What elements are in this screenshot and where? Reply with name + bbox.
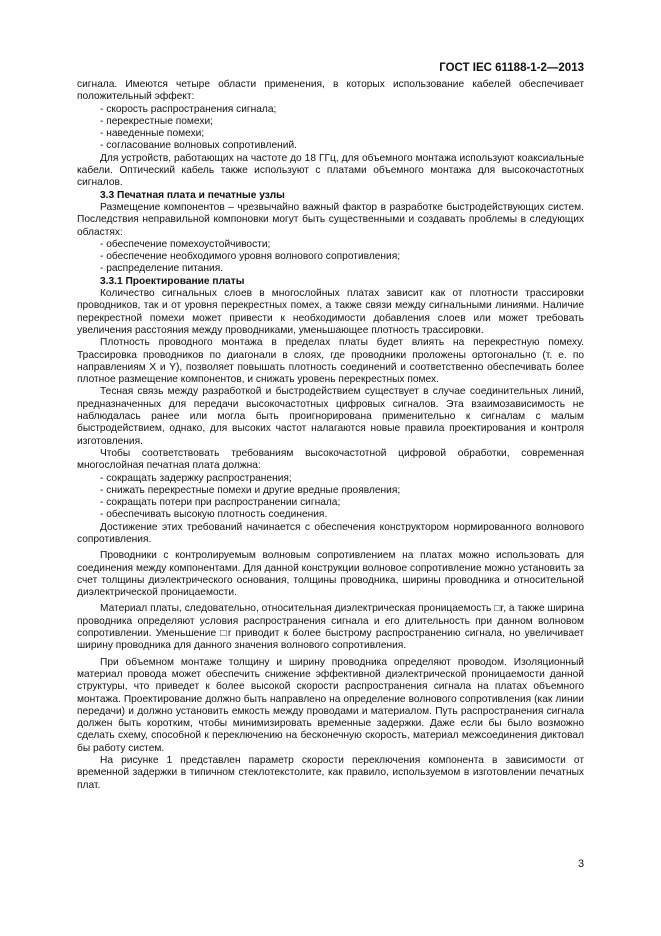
list-item: - снижать перекрестные помехи и другие вредные проявления; (100, 484, 401, 496)
paragraph: Проводники с контролируемым волновым сопротивлением на платах можно использовать для соединения между компонентами. Для данной конструкции волновое сопротивление можно установить за счет толщины диэлектрического основания, толщины проводника, ширины проводника и относительной диэлектрической проницаемости. (77, 550, 584, 599)
section-heading: 3.3.1 Проектирование платы (100, 275, 245, 287)
paragraph: При объемном монтаже толщину и ширину проводника определяют проводом. Изоляционный материал провода может обеспечить снижение эффективной диэлектрической проницаемости данной структуры, что приведет к более высокой скорости распространения сигнала на платах объемного монтажа. Проектирование должно быть направлено на определение волнового сопротивления (как линии передачи) и должно установить емкость между проводами и материалом. Путь распространения сигнала должен быть коротким, чтобы минимизировать временные задержки. Даже если бы было возможно сделать схему, способной к переключению на бесконечную скорость, материал межсоединения диктовал бы работу систем. (77, 656, 584, 754)
paragraph: Чтобы соответствовать требованиям высокочастотной цифровой обработки, современная многослойная печатная плата должна: (77, 447, 584, 472)
document-body (77, 79, 584, 792)
page-number: 3 (578, 858, 585, 870)
standard-header: ГОСТ IEC 61188-1-2—2013 (439, 62, 584, 74)
paragraph: Достижение этих требований начинается с обеспечения конструктором нормированного волнового сопротивления. (77, 521, 584, 545)
list-item: - сокращать задержку распространения; (100, 472, 292, 484)
paragraph: Размещение компонентов – чрезвычайно важный фактор в разработке быстродействующих систем. Последствия неправильной компоновки могут быть существенными и создавать проблемы в следующих областях: (77, 201, 584, 238)
list-item: - перекрестные помехи; (100, 115, 213, 127)
list-item: - согласование волновых сопротивлений. (100, 140, 297, 152)
list-item: - обеспечение помехоустойчивости; (100, 238, 271, 250)
paragraph: сигнала. Имеются четыре области применения, в которых использование кабелей обеспечивает положительный эффект: (77, 79, 584, 103)
list-item: - распределение питания. (100, 263, 224, 275)
list-item: - обеспечивать высокую плотность соединения. (100, 509, 328, 521)
paragraph: Плотность проводного монтажа в пределах платы будет влиять на перекрестную помеху. Трассировка проводников по диагонали в слоях, где проводники проложены ортогонально (т. е. по направлениям X и Y), позволяет повышать плотность соединений и соответственно обеспечивать более плотное размещение компонентов, и снижать уровень перекрестных помех. (77, 337, 584, 386)
paragraph: Материал платы, следовательно, относительная диэлектрическая проницаемость □r, а также ширина проводника определяют условия распространения сигнала и его длительность при данном волновом сопротивлении. Уменьшение □r приводит к более быстрому распространению сигнала, но увеличивает ширину проводника для данного значения волнового сопротивления. (77, 603, 584, 652)
list-item: - скорость распространения сигнала; (100, 103, 277, 115)
paragraph: На рисунке 1 представлен параметр скорости переключения компонента в зависимости от временной задержки в типичном стеклотекстолите, как правило, используемом в изготовлении печатных плат. (77, 755, 584, 791)
paragraph: Количество сигнальных слоев в многослойных платах зависит как от плотности трассировки проводников, так и от уровня перекрестных помех, а также связи между сигнальными линиями. Наличие перекрестной помехи может привести к необходимости добавления слоев или может требовать увеличения расстояния между проводниками, уменьшающее плотность трассировки. (77, 288, 584, 336)
list-item: - наведенные помехи; (100, 128, 205, 140)
paragraph: Для устройств, работающих на частоте до 18 ГГц, для объемного монтажа используют коаксиальные кабели. Оптический кабель также используют с платами объемного монтажа для высокочастотных сигналов. (77, 152, 584, 189)
paragraph: Тесная связь между разработкой и быстродействием существует в случае соединительных линий, предназначенных для передачи высокочастотных цифровых сигналов. Эта взаимозависимость не наблюдалась ранее или могла быть проигнорирована применительно к сигналам с малым быстродействием, однако, для высоких частот налагаются новые правила проектирования и контроля изготовления. (77, 386, 584, 447)
list-item: - обеспечение необходимого уровня волнового сопротивления; (100, 251, 401, 263)
section-heading: 3.3 Печатная плата и печатные узлы (100, 189, 285, 201)
list-item: - сокращать потери при распространении сигнала; (100, 497, 341, 509)
